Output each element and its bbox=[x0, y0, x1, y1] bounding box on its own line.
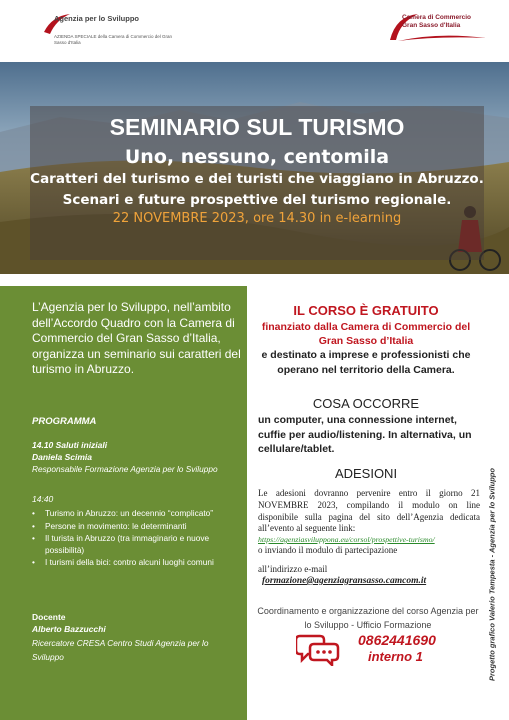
requirements-heading: COSA OCCORRE bbox=[312, 396, 420, 411]
requirements-text: un computer, una connessione internet, cuffie per audio/listening. In alternativa, un cellulare/tablet. bbox=[258, 414, 472, 455]
camera-commercio-logo bbox=[388, 10, 498, 46]
program-heading: PROGRAMMA bbox=[32, 416, 97, 427]
camera-logo-line1: Camera di Commercio bbox=[402, 14, 471, 21]
camera-logo-name bbox=[402, 14, 471, 30]
seminar-line1: Caratteri del turismo e dei turisti che viaggiano in Abruzzo. bbox=[30, 171, 484, 187]
seminar-subtitle: Uno, nessuno, centomila bbox=[124, 146, 390, 168]
contact-phone bbox=[296, 632, 476, 672]
docente-name: Alberto Bazzucchi bbox=[32, 624, 106, 634]
topics-list bbox=[32, 508, 244, 570]
info-column bbox=[252, 286, 480, 720]
registration-link[interactable]: https://agenziasviluppona.eu/corsol/prospettive-turismo/ bbox=[258, 535, 435, 544]
docente-heading: Docente bbox=[32, 612, 66, 622]
intro-text: L’Agenzia per lo Sviluppo, nell’ambito dell’Accordo Quadro con la Camera di Commercio del Gran Sasso d’Italia, organizza un seminario sui caratteri del turismo in Abruzzo. bbox=[32, 300, 241, 376]
slot-2-time: 14:40 bbox=[32, 494, 54, 504]
list-item: • I turismi della bici: contro alcuni luoghi comuni bbox=[32, 557, 244, 569]
coordination-text: Coordinamento e organizzazione del corso Agenzia per lo Sviluppo - Ufficio Formazione bbox=[257, 606, 479, 630]
phone-number[interactable]: 0862441690 bbox=[358, 632, 436, 648]
funding-text: finanziato dalla Camera di Commercio del Gran Sasso d’Italia bbox=[261, 321, 471, 347]
slot-1-speaker: Daniela Scimia bbox=[32, 452, 93, 462]
list-item: • Turismo in Abruzzo: un decennio “complicato” bbox=[32, 508, 244, 520]
docente-role: Ricercatore CRESA Centro Studi Agenzia per lo Sviluppo bbox=[32, 638, 209, 662]
phone-extension: interno 1 bbox=[368, 649, 423, 664]
seminar-date: 22 NOVEMBRE 2023, ore 14.30 in e-learning bbox=[112, 211, 402, 226]
seminar-title: SEMINARIO SUL TURISMO bbox=[109, 114, 405, 140]
list-item: • Il turista in Abruzzo (tra immaginario e nuove possibilità) bbox=[32, 533, 244, 556]
registration-alt-text: o inviando il modulo di partecipazione bbox=[258, 545, 398, 555]
seminar-line2: Scenari e future prospettive del turismo regionale. bbox=[62, 192, 452, 208]
free-course-heading: IL CORSO È GRATUITO bbox=[293, 303, 439, 318]
agenzia-logo-sub: AZIENDA SPECIALE della Camera di Commercio del Gran Sasso d'Italia bbox=[54, 34, 173, 45]
header bbox=[0, 0, 509, 62]
design-credit-text: Progetto grafico Valerio Tempesta - Agenzia per lo Sviluppo bbox=[487, 468, 497, 681]
agenzia-logo-name: Agenzia per lo Sviluppo bbox=[54, 14, 140, 23]
chat-bubbles-icon bbox=[296, 632, 340, 666]
registration-heading: ADESIONI bbox=[334, 466, 398, 481]
list-item: • Persone in movimento: le determinanti bbox=[32, 521, 244, 533]
audience-text: e destinato a imprese e professionisti che operano nel territorio della Camera. bbox=[261, 349, 471, 376]
design-credit bbox=[482, 440, 500, 710]
slot-1-role: Responsabile Formazione Agenzia per lo Sviluppo bbox=[32, 464, 218, 474]
registration-email-link[interactable]: formazione@agenziagransasso.camcom.it bbox=[262, 576, 427, 586]
program-panel bbox=[0, 286, 247, 720]
agenzia-logo bbox=[42, 10, 192, 52]
registration-text: Le adesioni dovranno pervenire entro il giorno 21 NOVEMBRE 2023, compilando il modulo on line disponibile sulla pagina del sito dell’Agenzia dedicata all’evento al seguente link: bbox=[258, 488, 480, 534]
registration-email-label: all’indirizzo e-mail bbox=[258, 564, 328, 574]
camera-logo-line2: Gran Sasso d'Italia bbox=[402, 22, 461, 30]
hero-banner bbox=[0, 62, 509, 274]
slot-1-time: 14.10 Saluti iniziali bbox=[32, 440, 108, 450]
